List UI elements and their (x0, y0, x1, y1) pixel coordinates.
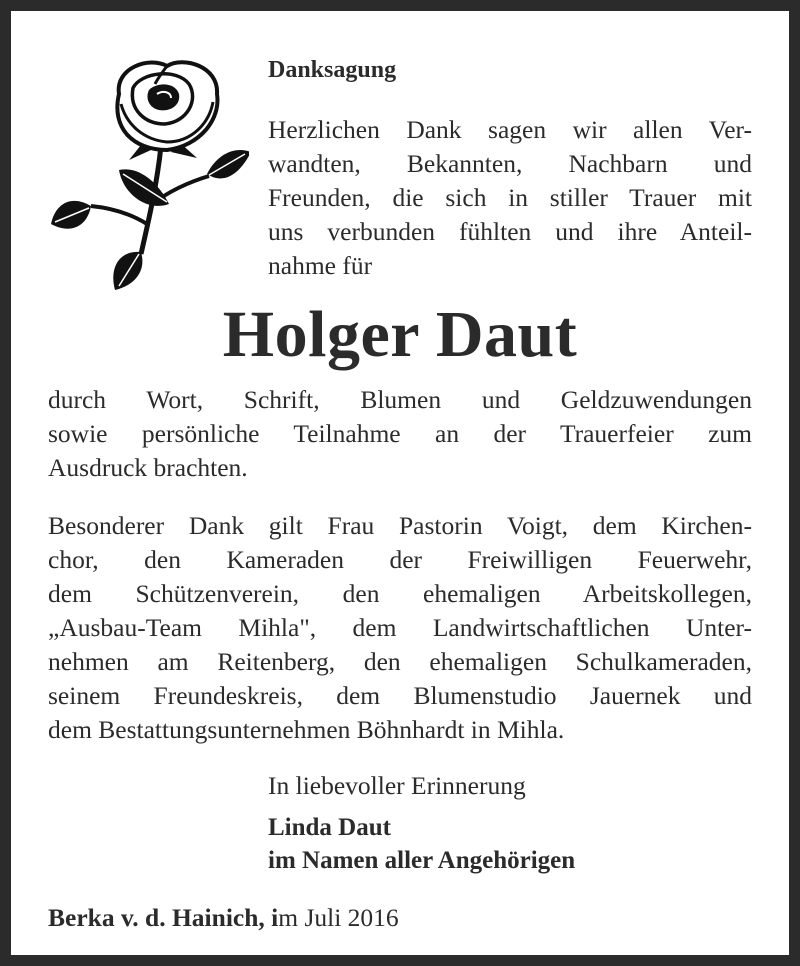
signer-name: Linda Daut (268, 814, 391, 841)
intro-line: nahme für (268, 251, 373, 280)
intro-line: Freunden, die sich in stiller Trauer mit (268, 183, 752, 212)
rose-icon (49, 54, 249, 299)
deceased-name: Holger Daut (222, 298, 578, 371)
place-date (48, 901, 399, 935)
heading: Danksagung (268, 57, 397, 83)
intro-line: uns verbunden fühlten und ihre Anteil- (268, 217, 752, 246)
intro-text (268, 113, 752, 283)
paragraph-line: Ausdruck brachten. (48, 453, 248, 482)
paragraph-thanks (48, 383, 752, 485)
signer-subtitle: im Namen aller Angehörigen (268, 847, 576, 874)
date-text: m Juli 2016 (278, 903, 399, 932)
intro-line: wandten, Bekannten, Nachbarn und (268, 149, 752, 178)
paragraph-line: sowie persönliche Teilnahme an der Trauerfeier zum (48, 419, 752, 448)
closing-phrase: In liebevoller Erinnerung (268, 771, 526, 800)
signature-block (268, 811, 575, 877)
paragraph-line: seinem Freundeskreis, dem Blumenstudio Jauernek und (48, 681, 752, 710)
paragraph-line: chor, den Kameraden der Freiwilligen Feuerwehr, (48, 545, 752, 574)
paragraph-line: dem Schützenverein, den ehemaligen Arbeitskollegen, (48, 579, 752, 608)
paragraph-line: „Ausbau-Team Mihla", dem Landwirtschaftlichen Unter- (48, 613, 752, 642)
paragraph-line: nehmen am Reitenberg, den ehemaligen Schulkameraden, (48, 647, 752, 676)
paragraph-line: durch Wort, Schrift, Blumen und Geldzuwendungen (48, 385, 752, 414)
intro-line: Herzlichen Dank sagen wir allen Ver- (268, 115, 752, 144)
place-name: Berka v. d. Hainich, i (48, 903, 279, 932)
paragraph-line: dem Bestattungsunternehmen Böhnhardt in Mihla. (48, 715, 565, 744)
paragraph-line: Besonderer Dank gilt Frau Pastorin Voigt, dem Kirchen- (48, 511, 752, 540)
paragraph-special-thanks (48, 509, 752, 747)
